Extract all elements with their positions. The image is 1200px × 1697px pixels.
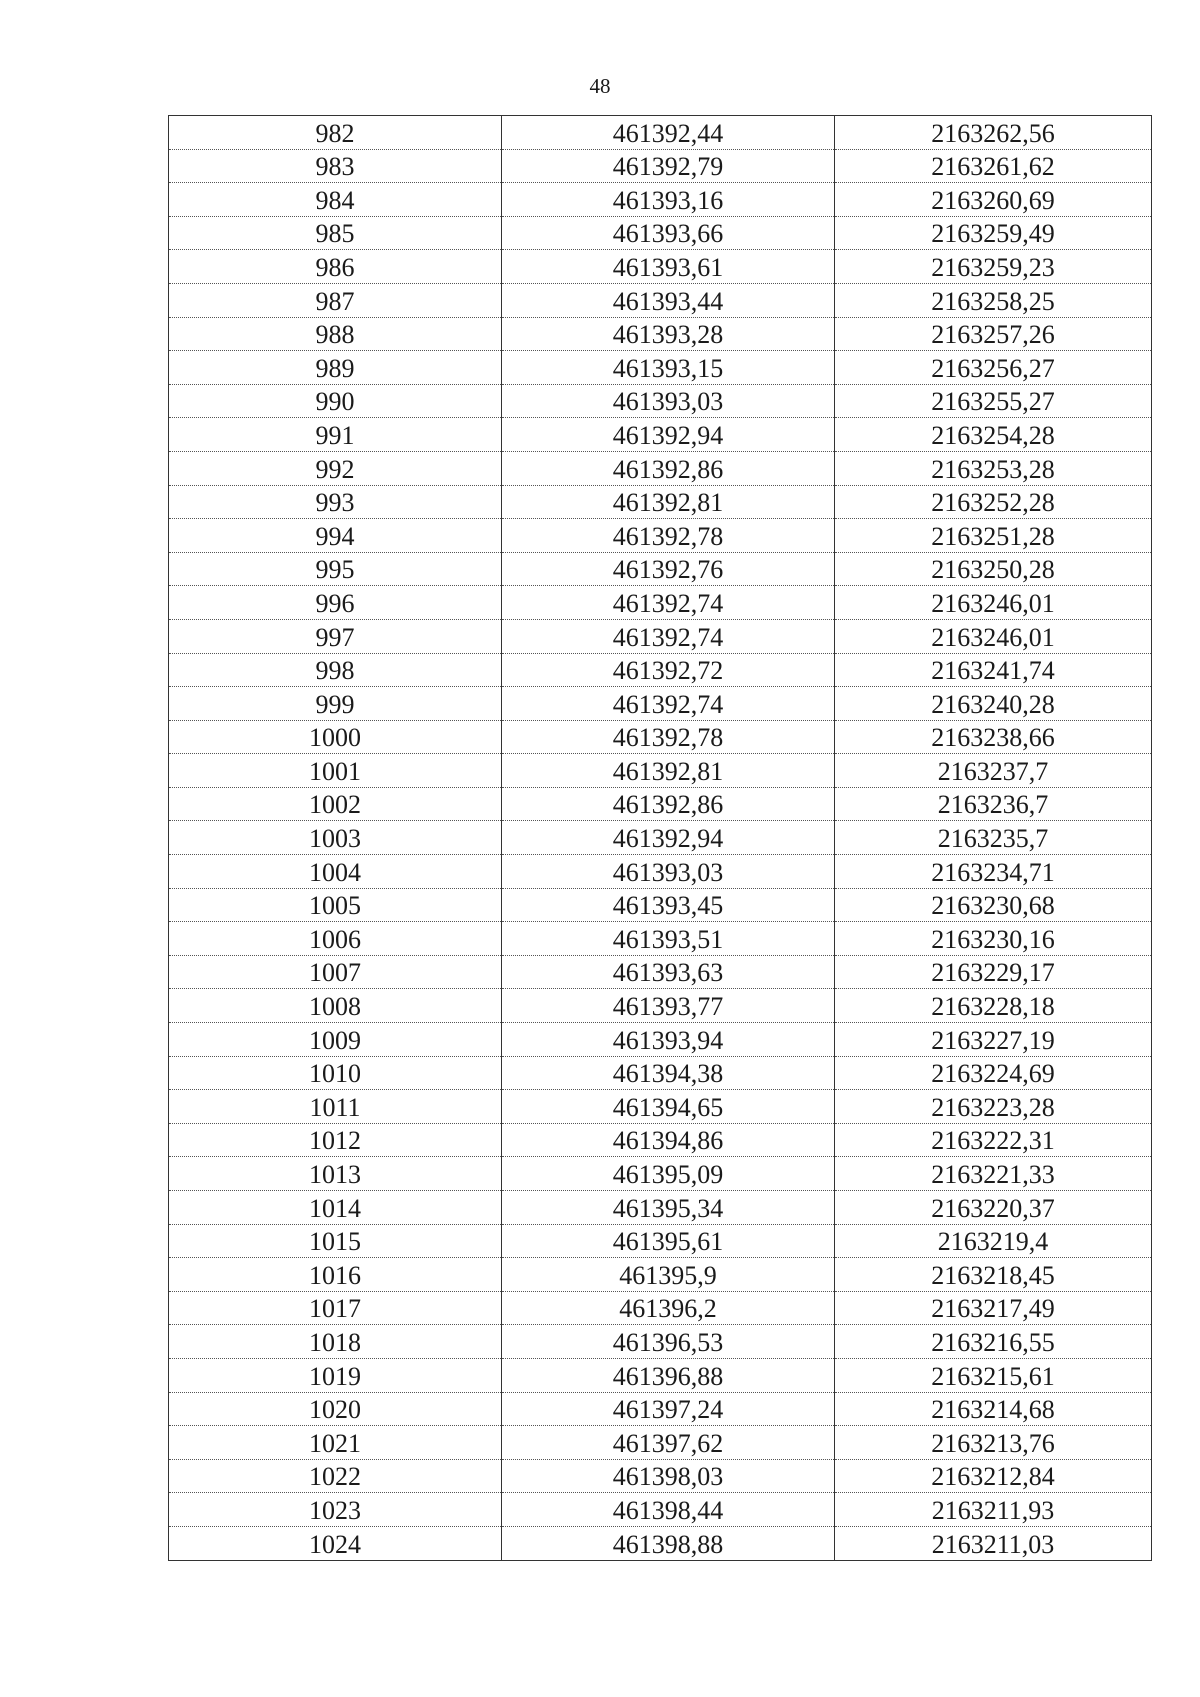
- y-coordinate-cell: 2163212,84: [835, 1459, 1152, 1493]
- y-coordinate-cell: 2163257,26: [835, 317, 1152, 351]
- table-row: [169, 1224, 1152, 1258]
- table-row: [169, 116, 1152, 150]
- table-row: [169, 619, 1152, 653]
- y-coordinate-cell: 2163241,74: [835, 653, 1152, 687]
- table-row: [169, 754, 1152, 788]
- table-row: [169, 1023, 1152, 1057]
- table-row: [169, 1358, 1152, 1392]
- x-coordinate-cell: 461392,81: [502, 754, 835, 788]
- x-coordinate-cell: 461392,78: [502, 720, 835, 754]
- x-coordinate-cell: 461393,45: [502, 888, 835, 922]
- table-row: [169, 653, 1152, 687]
- point-number-cell: 992: [169, 451, 502, 485]
- y-coordinate-cell: 2163251,28: [835, 519, 1152, 553]
- y-coordinate-cell: 2163222,31: [835, 1123, 1152, 1157]
- x-coordinate-cell: 461393,51: [502, 922, 835, 956]
- point-number-cell: 1016: [169, 1258, 502, 1292]
- y-coordinate-cell: 2163224,69: [835, 1056, 1152, 1090]
- x-coordinate-cell: 461392,44: [502, 116, 835, 150]
- x-coordinate-cell: 461393,03: [502, 384, 835, 418]
- table-row: [169, 485, 1152, 519]
- x-coordinate-cell: 461392,72: [502, 653, 835, 687]
- point-number-cell: 1000: [169, 720, 502, 754]
- x-coordinate-cell: 461398,88: [502, 1526, 835, 1560]
- x-coordinate-cell: 461397,62: [502, 1426, 835, 1460]
- x-coordinate-cell: 461395,61: [502, 1224, 835, 1258]
- table-row: [169, 922, 1152, 956]
- x-coordinate-cell: 461392,74: [502, 687, 835, 721]
- y-coordinate-cell: 2163229,17: [835, 955, 1152, 989]
- y-coordinate-cell: 2163260,69: [835, 183, 1152, 217]
- x-coordinate-cell: 461395,34: [502, 1191, 835, 1225]
- y-coordinate-cell: 2163246,01: [835, 586, 1152, 620]
- x-coordinate-cell: 461394,86: [502, 1123, 835, 1157]
- x-coordinate-cell: 461396,53: [502, 1325, 835, 1359]
- point-number-cell: 993: [169, 485, 502, 519]
- x-coordinate-cell: 461392,94: [502, 418, 835, 452]
- point-number-cell: 1022: [169, 1459, 502, 1493]
- point-number-cell: 990: [169, 384, 502, 418]
- point-number-cell: 1017: [169, 1291, 502, 1325]
- table-row: [169, 855, 1152, 889]
- point-number-cell: 1008: [169, 989, 502, 1023]
- y-coordinate-cell: 2163259,49: [835, 216, 1152, 250]
- table-row: [169, 183, 1152, 217]
- x-coordinate-cell: 461393,44: [502, 283, 835, 317]
- table-row: [169, 888, 1152, 922]
- point-number-cell: 996: [169, 586, 502, 620]
- point-number-cell: 989: [169, 351, 502, 385]
- y-coordinate-cell: 2163211,03: [835, 1526, 1152, 1560]
- point-number-cell: 997: [169, 619, 502, 653]
- x-coordinate-cell: 461395,09: [502, 1157, 835, 1191]
- y-coordinate-cell: 2163252,28: [835, 485, 1152, 519]
- table-row: [169, 552, 1152, 586]
- y-coordinate-cell: 2163236,7: [835, 787, 1152, 821]
- y-coordinate-cell: 2163240,28: [835, 687, 1152, 721]
- x-coordinate-cell: 461396,88: [502, 1358, 835, 1392]
- point-number-cell: 1002: [169, 787, 502, 821]
- point-number-cell: 1019: [169, 1358, 502, 1392]
- y-coordinate-cell: 2163259,23: [835, 250, 1152, 284]
- point-number-cell: 1013: [169, 1157, 502, 1191]
- y-coordinate-cell: 2163234,71: [835, 855, 1152, 889]
- point-number-cell: 982: [169, 116, 502, 150]
- y-coordinate-cell: 2163220,37: [835, 1191, 1152, 1225]
- y-coordinate-cell: 2163223,28: [835, 1090, 1152, 1124]
- x-coordinate-cell: 461394,65: [502, 1090, 835, 1124]
- y-coordinate-cell: 2163213,76: [835, 1426, 1152, 1460]
- point-number-cell: 1012: [169, 1123, 502, 1157]
- table-row: [169, 149, 1152, 183]
- point-number-cell: 1001: [169, 754, 502, 788]
- y-coordinate-cell: 2163230,68: [835, 888, 1152, 922]
- table-row: [169, 1157, 1152, 1191]
- y-coordinate-cell: 2163246,01: [835, 619, 1152, 653]
- y-coordinate-cell: 2163262,56: [835, 116, 1152, 150]
- point-number-cell: 1020: [169, 1392, 502, 1426]
- x-coordinate-cell: 461397,24: [502, 1392, 835, 1426]
- point-number-cell: 1009: [169, 1023, 502, 1057]
- point-number-cell: 1004: [169, 855, 502, 889]
- x-coordinate-cell: 461393,03: [502, 855, 835, 889]
- point-number-cell: 994: [169, 519, 502, 553]
- point-number-cell: 1015: [169, 1224, 502, 1258]
- table-row: [169, 384, 1152, 418]
- y-coordinate-cell: 2163254,28: [835, 418, 1152, 452]
- table-row: [169, 1392, 1152, 1426]
- point-number-cell: 984: [169, 183, 502, 217]
- x-coordinate-cell: 461394,38: [502, 1056, 835, 1090]
- point-number-cell: 991: [169, 418, 502, 452]
- y-coordinate-cell: 2163217,49: [835, 1291, 1152, 1325]
- point-number-cell: 1006: [169, 922, 502, 956]
- x-coordinate-cell: 461398,03: [502, 1459, 835, 1493]
- table-row: [169, 317, 1152, 351]
- table-row: [169, 1258, 1152, 1292]
- table-row: [169, 451, 1152, 485]
- y-coordinate-cell: 2163219,4: [835, 1224, 1152, 1258]
- y-coordinate-cell: 2163211,93: [835, 1493, 1152, 1527]
- point-number-cell: 1018: [169, 1325, 502, 1359]
- y-coordinate-cell: 2163256,27: [835, 351, 1152, 385]
- y-coordinate-cell: 2163235,7: [835, 821, 1152, 855]
- table-row: [169, 586, 1152, 620]
- point-number-cell: 988: [169, 317, 502, 351]
- x-coordinate-cell: 461392,76: [502, 552, 835, 586]
- coordinates-table-body: [169, 116, 1152, 1561]
- point-number-cell: 1003: [169, 821, 502, 855]
- coordinates-table: [168, 115, 1152, 1561]
- table-row: [169, 1426, 1152, 1460]
- y-coordinate-cell: 2163253,28: [835, 451, 1152, 485]
- table-row: [169, 283, 1152, 317]
- x-coordinate-cell: 461393,77: [502, 989, 835, 1023]
- table-row: [169, 1291, 1152, 1325]
- x-coordinate-cell: 461393,94: [502, 1023, 835, 1057]
- point-number-cell: 985: [169, 216, 502, 250]
- point-number-cell: 987: [169, 283, 502, 317]
- y-coordinate-cell: 2163216,55: [835, 1325, 1152, 1359]
- y-coordinate-cell: 2163214,68: [835, 1392, 1152, 1426]
- x-coordinate-cell: 461398,44: [502, 1493, 835, 1527]
- point-number-cell: 999: [169, 687, 502, 721]
- x-coordinate-cell: 461393,66: [502, 216, 835, 250]
- y-coordinate-cell: 2163250,28: [835, 552, 1152, 586]
- point-number-cell: 1024: [169, 1526, 502, 1560]
- x-coordinate-cell: 461393,16: [502, 183, 835, 217]
- table-row: [169, 519, 1152, 553]
- x-coordinate-cell: 461395,9: [502, 1258, 835, 1292]
- x-coordinate-cell: 461392,79: [502, 149, 835, 183]
- table-row: [169, 1526, 1152, 1560]
- y-coordinate-cell: 2163255,27: [835, 384, 1152, 418]
- table-row: [169, 1459, 1152, 1493]
- x-coordinate-cell: 461392,86: [502, 451, 835, 485]
- point-number-cell: 1011: [169, 1090, 502, 1124]
- table-row: [169, 1056, 1152, 1090]
- point-number-cell: 1010: [169, 1056, 502, 1090]
- point-number-cell: 998: [169, 653, 502, 687]
- table-row: [169, 720, 1152, 754]
- x-coordinate-cell: 461393,28: [502, 317, 835, 351]
- table-row: [169, 1090, 1152, 1124]
- page-number: 48: [589, 74, 611, 98]
- point-number-cell: 995: [169, 552, 502, 586]
- y-coordinate-cell: 2163237,7: [835, 754, 1152, 788]
- point-number-cell: 983: [169, 149, 502, 183]
- point-number-cell: 1021: [169, 1426, 502, 1460]
- table-row: [169, 989, 1152, 1023]
- x-coordinate-cell: 461396,2: [502, 1291, 835, 1325]
- y-coordinate-cell: 2163230,16: [835, 922, 1152, 956]
- y-coordinate-cell: 2163227,19: [835, 1023, 1152, 1057]
- y-coordinate-cell: 2163215,61: [835, 1358, 1152, 1392]
- table-row: [169, 821, 1152, 855]
- table-row: [169, 418, 1152, 452]
- table-row: [169, 1325, 1152, 1359]
- table-row: [169, 955, 1152, 989]
- table-row: [169, 1493, 1152, 1527]
- point-number-cell: 1014: [169, 1191, 502, 1225]
- table-row: [169, 787, 1152, 821]
- y-coordinate-cell: 2163258,25: [835, 283, 1152, 317]
- y-coordinate-cell: 2163221,33: [835, 1157, 1152, 1191]
- x-coordinate-cell: 461393,61: [502, 250, 835, 284]
- y-coordinate-cell: 2163261,62: [835, 149, 1152, 183]
- table-row: [169, 687, 1152, 721]
- table-row: [169, 351, 1152, 385]
- x-coordinate-cell: 461392,86: [502, 787, 835, 821]
- table-row: [169, 250, 1152, 284]
- y-coordinate-cell: 2163238,66: [835, 720, 1152, 754]
- x-coordinate-cell: 461392,78: [502, 519, 835, 553]
- x-coordinate-cell: 461393,15: [502, 351, 835, 385]
- x-coordinate-cell: 461392,94: [502, 821, 835, 855]
- point-number-cell: 1007: [169, 955, 502, 989]
- x-coordinate-cell: 461393,63: [502, 955, 835, 989]
- table-row: [169, 216, 1152, 250]
- table-row: [169, 1191, 1152, 1225]
- point-number-cell: 986: [169, 250, 502, 284]
- y-coordinate-cell: 2163218,45: [835, 1258, 1152, 1292]
- y-coordinate-cell: 2163228,18: [835, 989, 1152, 1023]
- x-coordinate-cell: 461392,74: [502, 619, 835, 653]
- point-number-cell: 1023: [169, 1493, 502, 1527]
- table-row: [169, 1123, 1152, 1157]
- x-coordinate-cell: 461392,81: [502, 485, 835, 519]
- point-number-cell: 1005: [169, 888, 502, 922]
- x-coordinate-cell: 461392,74: [502, 586, 835, 620]
